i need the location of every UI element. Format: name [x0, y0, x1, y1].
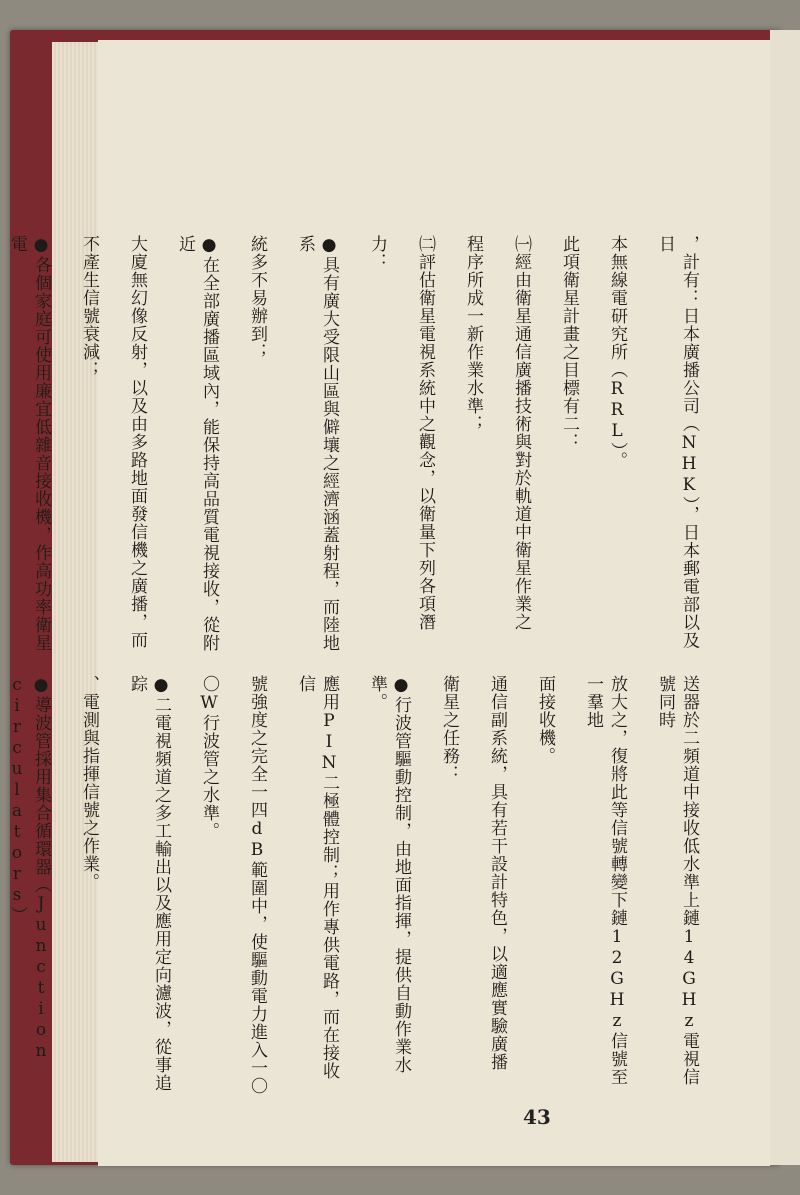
text-line: 應用PIN二極體控制；用作專供電路，而在接收信: [295, 675, 339, 1080]
text-line: 程序所成一新作業水準；: [463, 235, 483, 433]
text-line: 、電測與指揮信號之作業。: [79, 675, 99, 891]
text-line: 面接收機。: [535, 675, 555, 765]
text-line: ●導波管採用集合循環器（Junction circulators）: [7, 675, 51, 1062]
text-line: 放大之，復將此等信號轉變下鏈12GHz信號至一羣地: [583, 675, 627, 1086]
text-line: 衛星之任務：: [439, 675, 459, 783]
text-line: 本無線電研究所（RRL）。: [607, 235, 627, 470]
text-line: 號強度之完全一四dB範圍中，使驅動電力進入一〇: [247, 675, 267, 1095]
text-line: 通信副系統，具有若干設計特色，以適應實驗廣播: [487, 675, 507, 1071]
upper-text-column: [7, 235, 725, 655]
text-line: ●在全部廣播區域內，能保持高品質電視接收，從附近: [175, 235, 219, 652]
page-number: 43: [523, 1105, 551, 1129]
text-line: ●二電視頻道之多工輸出以及應用定向濾波，從事追踪: [127, 675, 171, 1092]
text-line: 此項衛星計畫之目標有二：: [559, 235, 579, 451]
text-line: ●各個家庭可使用廉宜低雜音接收機，作高功率衛星電: [7, 235, 51, 652]
text-line: 力：: [367, 235, 387, 271]
adjacent-page-strip: [770, 30, 800, 1165]
text-line: ●具有廣大受限山區與僻壤之經濟涵蓋射程，而陸地系: [295, 235, 339, 652]
text-line: 〇W行波管之水準。: [199, 675, 219, 840]
text-line: 大廈無幻像反射，以及由多路地面發信機之廣播，而: [127, 235, 147, 649]
text-line: 不產生信號衰減；: [79, 235, 99, 379]
text-line: ，計有：日本廣播公司（NHK），日本郵電部以及日: [655, 235, 699, 650]
text-line: 統多不易辦到；: [247, 235, 267, 361]
text-line: ●行波管驅動控制，由地面指揮，提供自動作業水準。: [367, 675, 411, 1074]
text-line: ㈡評估衛星電視系統中之觀念，以衛量下列各項潛: [415, 235, 435, 631]
book-page: [7, 40, 770, 1166]
text-line: 送器於二頻道中接收低水準上鏈14GHz電視信號同時: [655, 675, 699, 1086]
lower-text-column: [7, 675, 725, 1095]
text-line: ㈠經由衛星通信廣播技術與對於軌道中衛星作業之: [511, 235, 531, 631]
